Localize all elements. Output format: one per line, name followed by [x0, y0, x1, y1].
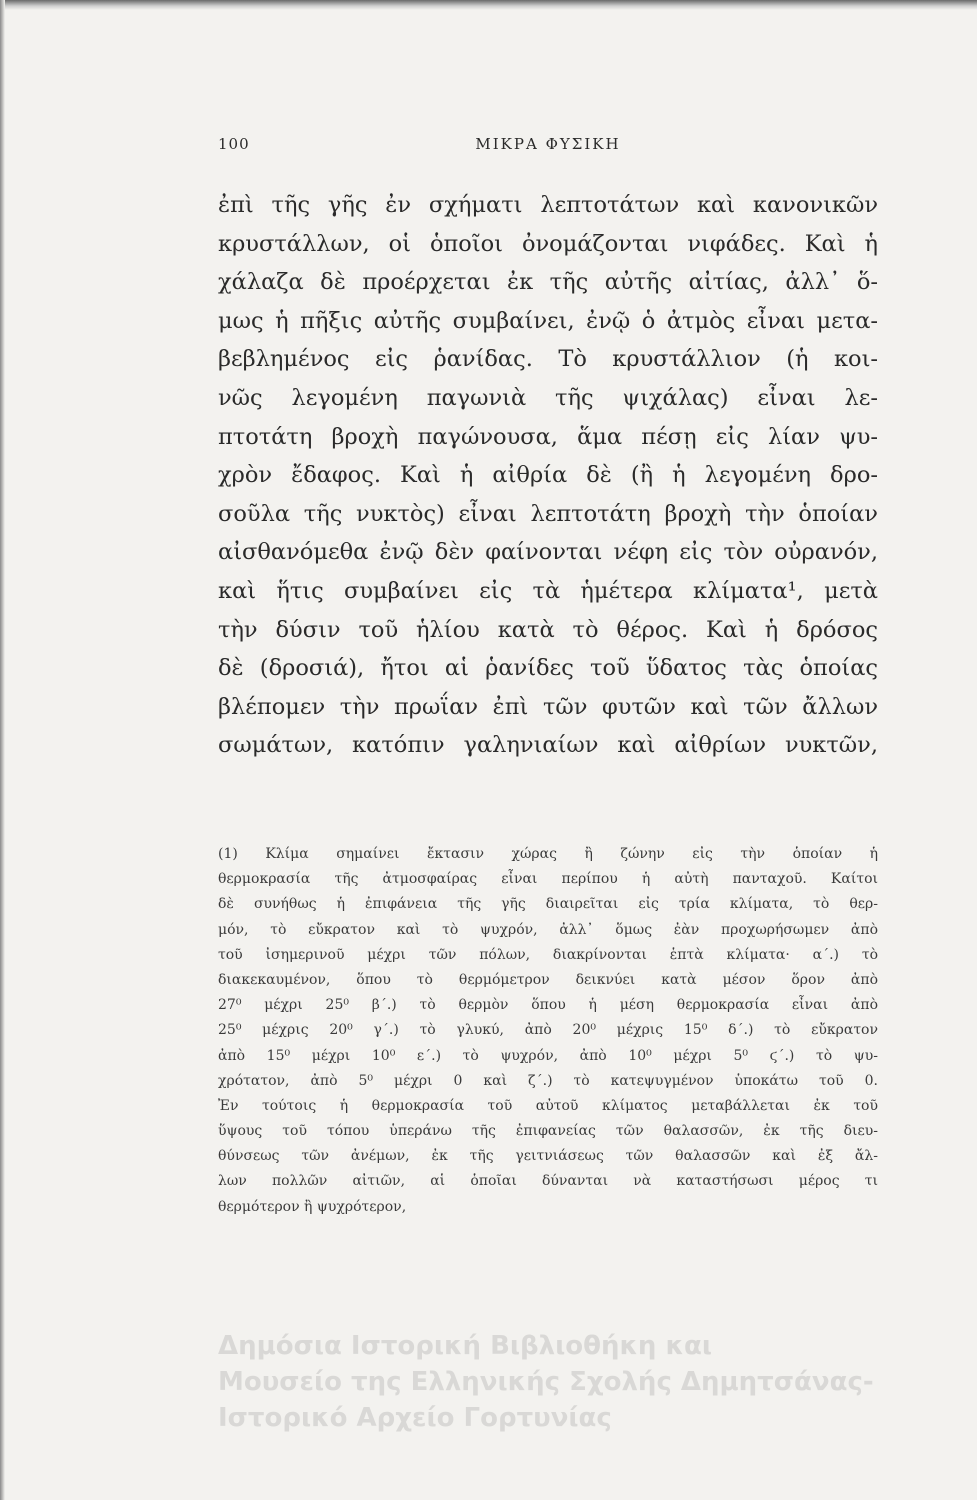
scan-edge-left: [0, 0, 5, 1500]
body-line: δὲ (δροσιά), ἤτοι αἱ ῥανίδες τοῦ ὕδατος τὰς ὁποίας: [218, 655, 878, 682]
footnote-line: δὲ συνήθως ἡ ἐπιφάνεια τῆς γῆς διαιρεῖται εἰς τρία κλίματα, τὸ θερ-: [218, 896, 878, 913]
page-number: 100: [218, 135, 250, 153]
body-line: νῶς λεγομένη παγωνιὰ τῆς ψιχάλας) εἶναι λε-: [218, 384, 878, 411]
body-line: βλέπομεν τὴν πρωΐαν ἐπὶ τῶν φυτῶν καὶ τῶν ἄλλων: [218, 693, 878, 720]
library-watermark: [218, 1328, 958, 1436]
running-head: [218, 135, 878, 165]
body-line: αἰσθανόμεθα ἐνῷ δὲν φαίνονται νέφη εἰς τὸν οὐρανόν,: [218, 539, 878, 566]
footnote-line: ἀπὸ 15⁰ μέχρι 10⁰ ε΄.) τὸ ψυχρόν, ἀπὸ 10⁰ μέχρι 5⁰ ϛ΄.) τὸ ψυ-: [218, 1047, 878, 1064]
running-title: ΜΙΚΡΑ ΦΥΣΙΚΗ: [475, 135, 621, 153]
footnote-line: διακεκαυμένον, ὅπου τὸ θερμόμετρον δεικνύει κατὰ μέσον ὅρον ἀπὸ: [218, 971, 878, 988]
footnote-line: (1) Κλίμα σημαίνει ἔκτασιν χώρας ἢ ζώνην εἰς τὴν ὁποίαν ἡ: [218, 846, 878, 862]
footnote-line: θύνσεως τῶν ἀνέμων, ἐκ τῆς γειτνιάσεως τῶν θαλασσῶν καὶ ἐξ ἄλ-: [218, 1148, 878, 1165]
footnote-line: χρότατον, ἀπὸ 5⁰ μέχρι 0 καὶ ζ΄.) τὸ κατεψυγμένον ὑποκάτω τοῦ 0.: [218, 1072, 878, 1089]
footnote-line: θερμότερον ἢ ψυχρότερον,: [218, 1198, 407, 1215]
body-line: χρὸν ἔδαφος. Καὶ ἡ αἰθρία δὲ (ἢ ἡ λεγομένη δρο-: [218, 462, 878, 489]
footnote-line: τοῦ ἰσημερινοῦ μέχρι τῶν πόλων, διακρίνονται ἑπτὰ κλίματα· α΄.) τὸ: [218, 946, 878, 963]
footnote-line: ὕψους τοῦ τόπου ὑπεράνω τῆς ἐπιφανείας τῶν θαλασσῶν, ἐκ τῆς διευ-: [218, 1123, 878, 1140]
watermark-line: Μουσείο της Ελληνικής Σχολής Δημητσάνας-: [218, 1367, 874, 1397]
body-line: τὴν δύσιν τοῦ ἡλίου κατὰ τὸ θέρος. Καὶ ἡ δρόσος: [218, 616, 878, 643]
footnote-line: 27⁰ μέχρι 25⁰ β΄.) τὸ θερμὸν ὅπου ἡ μέση θερμοκρασία εἶναι ἀπὸ: [218, 997, 878, 1014]
body-line: σοῦλα τῆς νυκτὸς) εἶναι λεπτοτάτη βροχὴ τὴν ὁποίαν: [218, 500, 878, 527]
body-line: σωμάτων, κατόπιν γαληνιαίων καὶ αἰθρίων νυκτῶν,: [218, 732, 878, 759]
body-line: ἐπὶ τῆς γῆς ἐν σχήματι λεπτοτάτων καὶ κανονικῶν: [218, 192, 878, 218]
footnote-line: λων πολλῶν αἰτιῶν, αἱ ὁποῖαι δύνανται νὰ καταστήσωσι μέρος τι: [218, 1173, 878, 1190]
watermark-line: Ιστορικό Αρχείο Γορτυνίας: [218, 1403, 612, 1433]
body-line: βεβλημένος εἰς ῥανίδας. Τὸ κρυστάλλιον (ἡ κοι-: [218, 346, 878, 373]
scan-edge-top: [0, 0, 977, 10]
body-line: καὶ ἥτις συμβαίνει εἰς τὰ ἡμέτερα κλίματα¹, μετὰ: [218, 577, 878, 604]
footnote-line: μόν, τὸ εὔκρατον καὶ τὸ ψυχρόν, ἀλλ᾽ ὅμως ἐὰν προχωρήσωμεν ἀπὸ: [218, 921, 878, 938]
watermark-line: Δημόσια Ιστορική Βιβλιοθήκη και: [218, 1331, 712, 1361]
body-text: [218, 186, 878, 765]
footnote-line: Ἐν τούτοις ἡ θερμοκρασία τοῦ αὐτοῦ κλίματος μεταβάλλεται ἐκ τοῦ: [218, 1097, 878, 1114]
footnote-line: θερμοκρασία τῆς ἀτμοσφαίρας εἶναι περίπου ἡ αὐτὴ πανταχοῦ. Καίτοι: [218, 871, 878, 888]
footnote-line: 25⁰ μέχρις 20⁰ γ΄.) τὸ γλυκύ, ἀπὸ 20⁰ μέχρις 15⁰ δ΄.) τὸ εὔκρατον: [218, 1022, 878, 1039]
body-line: πτοτάτη βροχὴ παγώνουσα, ἅμα πέσῃ εἰς λίαν ψυ-: [218, 423, 878, 450]
body-line: χάλαζα δὲ προέρχεται ἐκ τῆς αὐτῆς αἰτίας, ἀλλ᾽ ὅ-: [218, 269, 878, 296]
body-line: μως ἡ πῆξις αὐτῆς συμβαίνει, ἐνῷ ὁ ἀτμὸς εἶναι μετα-: [218, 307, 878, 334]
footnote: [218, 842, 878, 1220]
body-line: κρυστάλλων, οἱ ὁποῖοι ὀνομάζονται νιφάδες. Καὶ ἡ: [218, 230, 878, 257]
